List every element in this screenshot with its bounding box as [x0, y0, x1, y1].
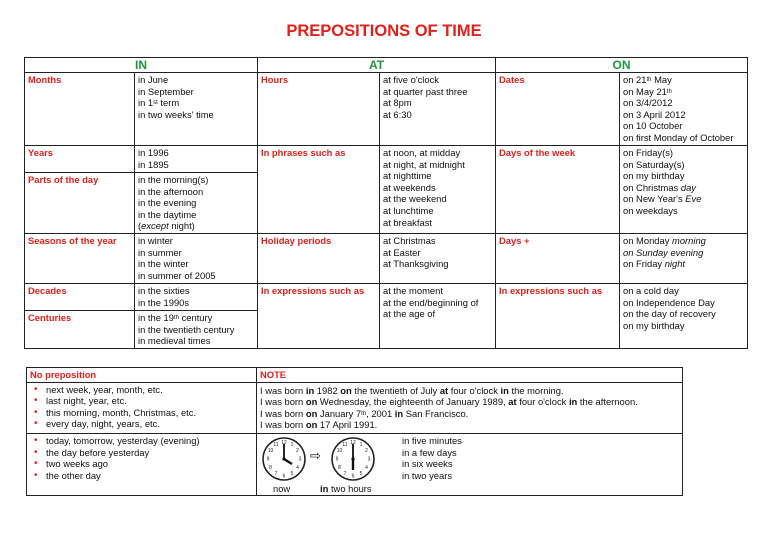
header-in: IN — [25, 58, 258, 73]
examples-seasons: in winter in summer in the winter in summer of 2005 — [135, 233, 258, 283]
clock-in-two-hours-label: in two hours — [320, 482, 372, 494]
clock-now-label: now — [273, 482, 291, 494]
category-dates: Dates — [496, 73, 620, 146]
examples-decades-centuries: in the sixties in the 1990s in the 19th century in the twentieth century in medieval times — [135, 283, 258, 348]
category-parts-of-day: Parts of the day — [28, 174, 99, 185]
list-item: • every day, night, years, etc. — [46, 418, 253, 430]
category-months: Months — [25, 73, 135, 146]
svg-text:4: 4 — [365, 464, 368, 471]
svg-text:12: 12 — [281, 439, 287, 446]
svg-text:7: 7 — [343, 470, 347, 477]
svg-text:11: 11 — [342, 441, 348, 448]
svg-text:4: 4 — [296, 464, 299, 471]
clock-six-icon — [330, 436, 376, 482]
category-seasons: Seasons of the year — [25, 233, 135, 283]
svg-text:8: 8 — [269, 464, 272, 471]
list-item: • last night, year, etc. — [46, 395, 253, 407]
category-centuries: Centuries — [28, 311, 72, 323]
category-phrases: In phrases such as — [258, 146, 380, 234]
header-on: ON — [496, 58, 748, 73]
category-years-parts — [25, 146, 135, 234]
category-decades: Decades — [25, 284, 134, 311]
examples-months: in June in September in 1st term in two weeks' time — [135, 73, 258, 146]
svg-text:10: 10 — [336, 447, 343, 454]
examples-phrases: at noon, at midday at night, at midnight at nighttime at weekends at the weekend at lunchtime at breakfast — [380, 146, 496, 234]
list-item: • two weeks ago — [46, 458, 253, 470]
examples-holiday-periods: at Christmas at Easter at Thanksgiving — [380, 233, 496, 283]
list-item: • the other day — [46, 470, 253, 482]
header-at: AT — [258, 58, 496, 73]
examples-at-expressions: at the moment at the end/beginning of at the age of — [380, 283, 496, 348]
svg-text:7: 7 — [274, 470, 278, 477]
category-at-expressions: In expressions such as — [258, 283, 380, 348]
svg-text:1: 1 — [290, 441, 294, 448]
clock-four-icon — [261, 436, 307, 482]
examples-on-expressions: on a cold day on Independence Day on the day of recovery on my birthday — [620, 283, 748, 348]
examples-days-of-week: on Friday(s) on Saturday(s) on my birthday on Christmas day on New Year's Eve on weekdays — [620, 146, 748, 234]
list-item: • today, tomorrow, yesterday (evening) — [46, 435, 253, 447]
in-expressions-list: in five minutes in a few days in six weeks in two years — [402, 434, 462, 481]
svg-text:5: 5 — [359, 470, 363, 477]
svg-text:6: 6 — [351, 473, 355, 480]
examples-hours: at five o'clock at quarter past three at 8pm at 6:30 — [380, 73, 496, 146]
svg-text:9: 9 — [266, 456, 270, 463]
category-decades-centuries — [25, 283, 135, 348]
clock-example — [257, 433, 683, 495]
svg-text:10: 10 — [267, 447, 274, 454]
examples-dates: on 21th May on May 21th on 3/4/2012 on 3 April 2012 on 10 October on first Monday of October — [620, 73, 748, 146]
list-item: • the day before yesterday — [46, 447, 253, 459]
prepositions-table — [24, 57, 748, 349]
svg-text:2: 2 — [365, 447, 368, 454]
list-item: • this morning, month, Christmas, etc. — [46, 407, 253, 419]
list-item: • next week, year, month, etc. — [46, 384, 253, 396]
examples-days-plus: on Monday morning on Sunday evening on Friday night — [620, 233, 748, 283]
category-holiday-periods: Holiday periods — [258, 233, 380, 283]
category-hours: Hours — [258, 73, 380, 146]
svg-text:3: 3 — [298, 456, 302, 463]
no-preposition-heading: No preposition — [27, 368, 257, 383]
note-heading: NOTE — [257, 368, 683, 383]
no-preposition-group-1 — [27, 382, 257, 433]
svg-text:5: 5 — [290, 470, 294, 477]
examples-years-parts: in 1996 in 1895 in the morning(s) in the afternoon in the evening in the daytime (except night) — [135, 146, 258, 234]
svg-text:2: 2 — [296, 447, 299, 454]
arrow-icon: ⇨ — [310, 447, 321, 463]
svg-text:6: 6 — [282, 473, 286, 480]
svg-text:3: 3 — [367, 456, 371, 463]
category-days-of-week: Days of the week — [496, 146, 620, 234]
category-on-expressions: In expressions such as — [496, 283, 620, 348]
svg-text:8: 8 — [338, 464, 341, 471]
svg-text:9: 9 — [335, 456, 339, 463]
page-title: PREPOSITIONS OF TIME — [286, 22, 482, 40]
no-preposition-note-table — [26, 367, 683, 496]
note-sentences: I was born in 1982 on the twentieth of July at four o'clock in the morning. I was born on Wednesday, the eighteenth of January 1989, at four o'clock in the afternoon. I was born on January 7th, 2001 in San Francisco. I was born on 17 April 1991. — [257, 382, 683, 433]
svg-text:11: 11 — [273, 441, 279, 448]
category-years: Years — [25, 146, 134, 173]
svg-text:1: 1 — [359, 441, 363, 448]
no-preposition-group-2 — [27, 433, 257, 495]
svg-text:12: 12 — [350, 439, 356, 446]
category-days-plus: Days + — [496, 233, 620, 283]
